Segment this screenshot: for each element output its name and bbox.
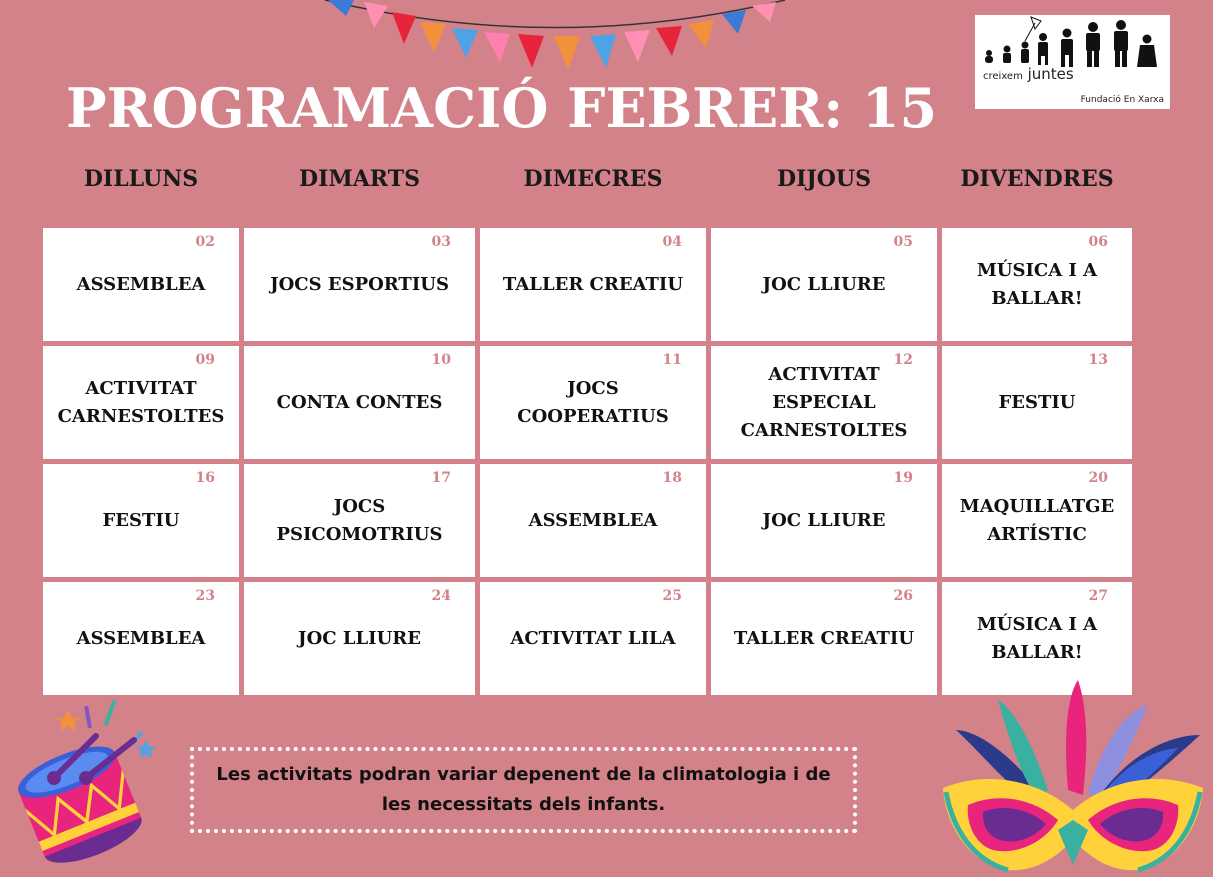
day-number: 17 bbox=[431, 470, 451, 486]
activity-label: JOC LLIURE bbox=[298, 627, 421, 649]
day-header-tuesday: DIMARTS bbox=[299, 166, 420, 192]
day-number: 10 bbox=[431, 352, 451, 368]
day-cell bbox=[480, 346, 706, 459]
day-cell bbox=[711, 582, 937, 695]
day-cell bbox=[480, 228, 706, 341]
day-cell bbox=[244, 228, 475, 341]
day-number: 26 bbox=[893, 588, 913, 604]
day-cell bbox=[942, 346, 1132, 459]
activity-label: FESTIU bbox=[102, 509, 180, 531]
activity-label: JOCS ESPORTIUS bbox=[270, 273, 449, 295]
bunting-flags bbox=[320, 0, 790, 80]
day-number: 13 bbox=[1088, 352, 1108, 368]
activity-label: MÚSICA I A BALLAR! bbox=[976, 613, 1098, 663]
day-number: 12 bbox=[893, 352, 913, 368]
activity-label: ACTIVITAT CARNESTOLTES bbox=[57, 377, 225, 427]
day-cell bbox=[43, 464, 239, 577]
day-number: 23 bbox=[195, 588, 215, 604]
logo-prefix: creixem bbox=[983, 71, 1023, 82]
day-cell bbox=[480, 582, 706, 695]
day-number: 18 bbox=[662, 470, 682, 486]
day-cell bbox=[711, 228, 937, 341]
page-title: PROGRAMACIÓ FEBRER: 15 bbox=[66, 76, 938, 140]
day-cell bbox=[942, 464, 1132, 577]
day-cell bbox=[244, 346, 475, 459]
day-number: 05 bbox=[893, 234, 913, 250]
activity-label: JOC LLIURE bbox=[762, 273, 886, 295]
notice-box bbox=[190, 747, 857, 833]
activity-label: TALLER CREATIU bbox=[733, 627, 915, 649]
day-number: 27 bbox=[1088, 588, 1108, 604]
activity-label: TALLER CREATIU bbox=[502, 273, 684, 295]
activity-label: JOCS PSICOMOTRIUS bbox=[276, 495, 443, 545]
day-number: 04 bbox=[662, 234, 682, 250]
day-number: 24 bbox=[431, 588, 451, 604]
activity-label: JOCS COOPERATIUS bbox=[517, 377, 669, 427]
day-number: 20 bbox=[1088, 470, 1108, 486]
day-cell bbox=[244, 582, 475, 695]
day-number: 09 bbox=[195, 352, 215, 368]
day-cell bbox=[711, 464, 937, 577]
day-number: 06 bbox=[1088, 234, 1108, 250]
day-header-friday: DIVENDRES bbox=[960, 166, 1114, 192]
day-number: 16 bbox=[195, 470, 215, 486]
activity-label: ASSEMBLEA bbox=[528, 509, 658, 531]
day-cell bbox=[43, 228, 239, 341]
activity-label: MAQUILLATGE ARTÍSTIC bbox=[959, 495, 1115, 545]
activity-label: ACTIVITAT LILA bbox=[510, 627, 676, 649]
logo-wordmark bbox=[983, 65, 1074, 83]
day-cell bbox=[43, 346, 239, 459]
day-number: 19 bbox=[893, 470, 913, 486]
day-cell bbox=[244, 464, 475, 577]
drum-icon bbox=[8, 700, 168, 865]
day-number: 03 bbox=[431, 234, 451, 250]
logo-subtitle: Fundació En Xarxa bbox=[1080, 95, 1164, 105]
logo-word: juntes bbox=[1027, 65, 1074, 83]
day-header-thursday: DIJOUS bbox=[776, 166, 871, 192]
day-cell bbox=[711, 346, 937, 459]
logo bbox=[975, 15, 1170, 109]
day-header-wednesday: DIMECRES bbox=[523, 166, 663, 192]
activity-label: ASSEMBLEA bbox=[76, 273, 206, 295]
day-cell bbox=[480, 464, 706, 577]
day-number: 25 bbox=[662, 588, 682, 604]
day-cell bbox=[942, 228, 1132, 341]
day-number: 11 bbox=[662, 352, 682, 368]
notice-text: Les activitats podran variar depenent de la climatologia i de les necessitats dels infants. bbox=[216, 764, 831, 815]
day-number: 02 bbox=[195, 234, 215, 250]
carnival-mask-icon bbox=[938, 680, 1208, 877]
activity-label: CONTA CONTES bbox=[276, 391, 443, 413]
activity-label: MÚSICA I A BALLAR! bbox=[976, 259, 1098, 309]
day-cell bbox=[43, 582, 239, 695]
activity-label: ASSEMBLEA bbox=[76, 627, 206, 649]
activity-label: ACTIVITAT ESPECIAL CARNESTOLTES bbox=[740, 363, 908, 441]
day-header-monday: DILLUNS bbox=[83, 166, 199, 192]
activity-label: FESTIU bbox=[998, 391, 1076, 413]
day-cell bbox=[942, 582, 1132, 695]
activity-label: JOC LLIURE bbox=[762, 509, 886, 531]
